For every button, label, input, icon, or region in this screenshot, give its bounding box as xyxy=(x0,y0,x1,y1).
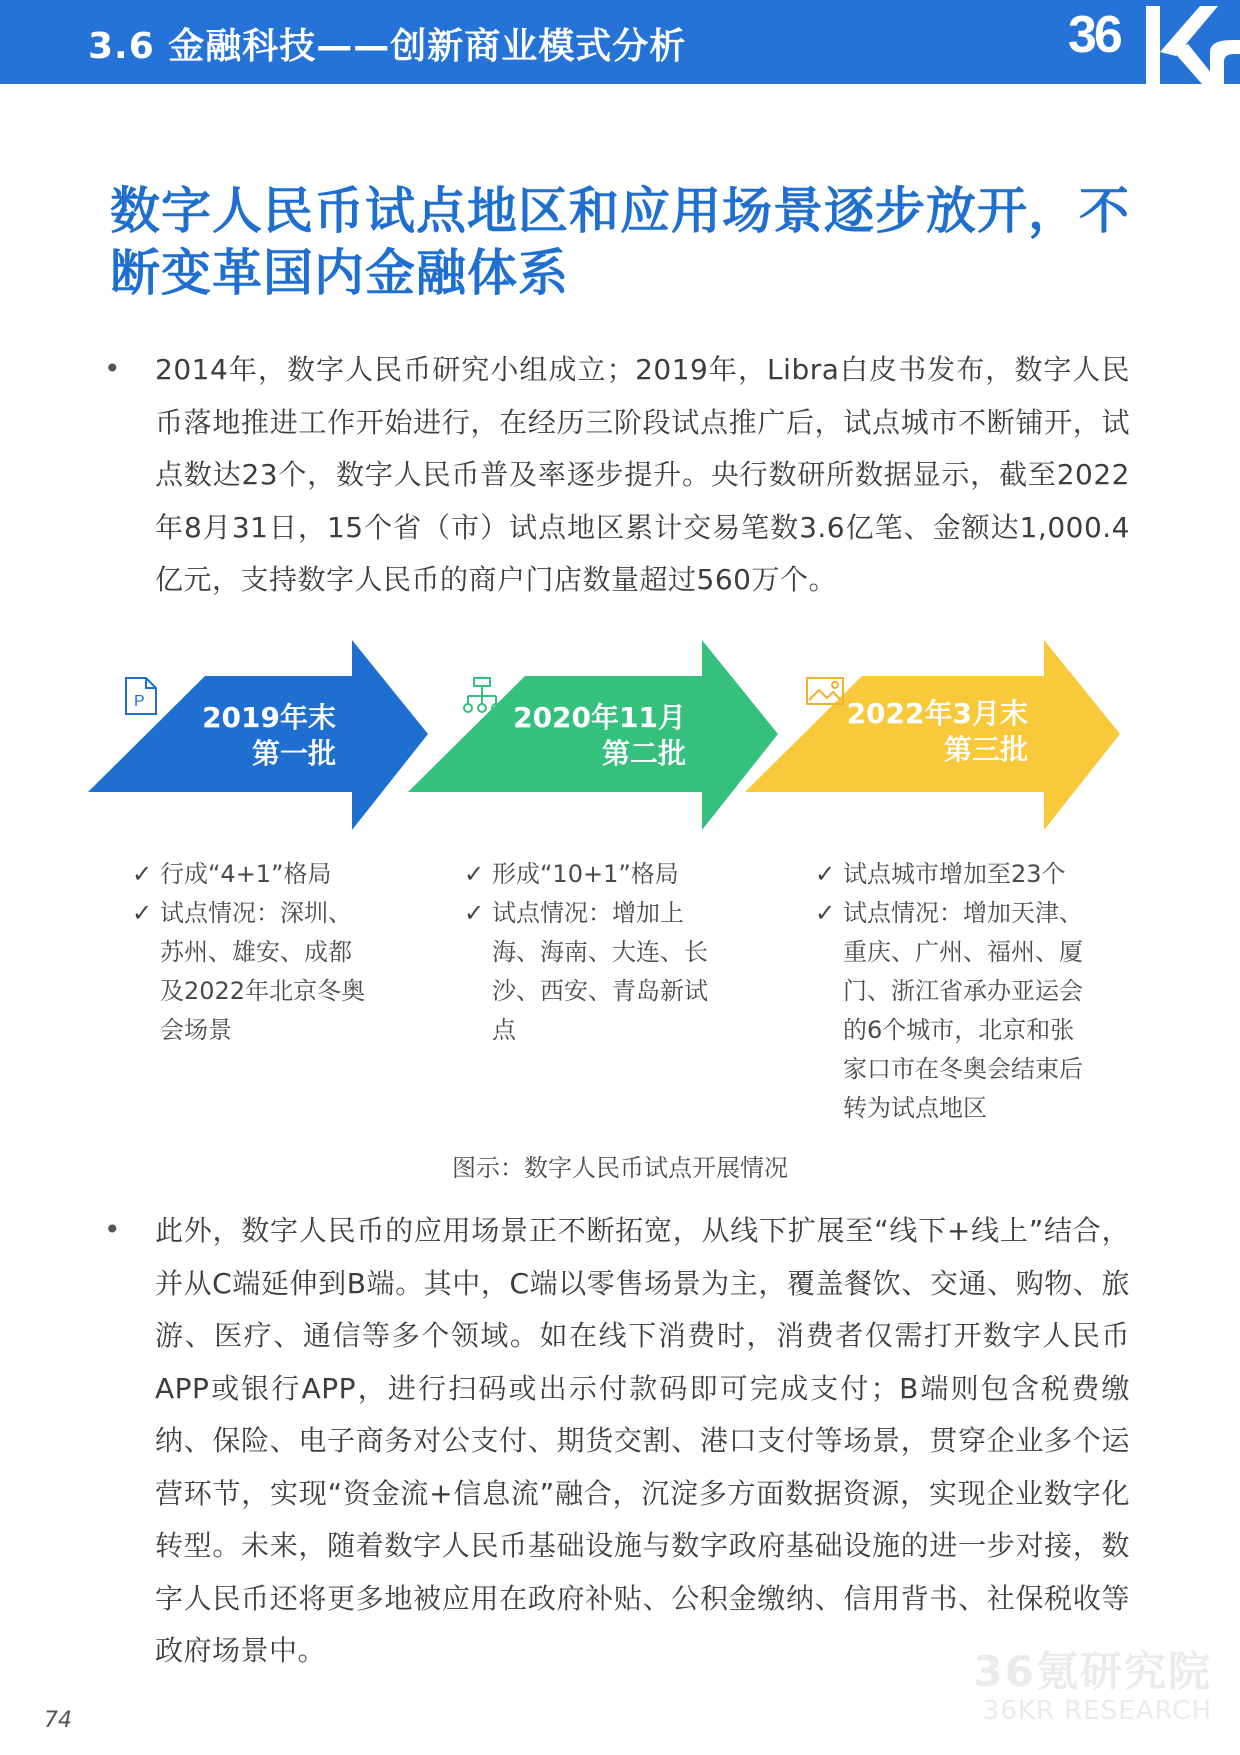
watermark-en: 36KR RESEARCH xyxy=(982,1696,1212,1726)
stage-2-batch: 第二批 xyxy=(601,737,686,770)
check-icon: ✓ xyxy=(464,899,485,927)
list-item: ✓ 试点城市增加至23个 xyxy=(815,855,1095,894)
list-item: ✓ 行成“4+1”格局 xyxy=(132,855,370,894)
stage-1-label xyxy=(190,700,336,772)
figure-caption: 图示：数字人民币试点开展情况 xyxy=(452,1154,788,1182)
page-title: 数字人民币试点地区和应用场景逐步放开，不断变革国内金融体系 xyxy=(110,182,1130,302)
svg-text:36: 36 xyxy=(1068,6,1120,64)
watermark-cn: 36氪研究院 xyxy=(973,1647,1212,1696)
check-icon: ✓ xyxy=(815,899,836,927)
stage-1-checklist xyxy=(132,855,370,1050)
list-item: ✓ 形成“10+1”格局 xyxy=(464,855,730,894)
stage-3-date: 2022年3月末 xyxy=(846,697,1028,730)
list-item: ✓ 试点情况：增加天津、重庆、广州、福州、厦门、浙江省承办亚运会的6个城市，北京和张家口市在冬奥会结束后转为试点地区 xyxy=(815,894,1095,1128)
stage-3-checklist xyxy=(815,855,1095,1128)
bullet-dot: • xyxy=(104,352,121,385)
page-number: 74 xyxy=(44,1708,72,1733)
stage-2-date: 2020年11月 xyxy=(513,701,686,734)
stage-1-date: 2019年末 xyxy=(202,701,336,734)
svg-text:P: P xyxy=(134,693,145,710)
stage-3-label xyxy=(820,696,1028,768)
36kr-logo xyxy=(1060,0,1240,84)
scenario-paragraph: 此外，数字人民币的应用场景正不断拓宽，从线下扩展至“线下+线上”结合，并从C端延伸到B端。其中，C端以零售场景为主，覆盖餐饮、交通、购物、旅游、医疗、通信等多个领域。如在线下消费时，消费者仅需打开数字人民币APP或银行APP，进行扫码或出示付款码即可完成支付；B端则包含税费缴纳、保险、电子商务对公支付、期货交割、港口支付等场景，贯穿企业多个运营环节，实现“资金流+信息流”融合，沉淀多方面数据资源，实现企业数字化转型。未来，随着数字人民币基础设施与数字政府基础设施的进一步对接，数字人民币还将更多地被应用在政府补贴、公积金缴纳、信用背书、社保税收等政府场景中。 xyxy=(155,1214,1130,1667)
stage-3-batch: 第三批 xyxy=(943,733,1028,766)
check-icon: ✓ xyxy=(132,899,153,927)
stage-1-batch: 第一批 xyxy=(251,737,336,770)
stage-2-label xyxy=(500,700,686,772)
check-icon: ✓ xyxy=(464,860,485,888)
org-chart-icon xyxy=(462,676,502,716)
check-icon: ✓ xyxy=(815,860,836,888)
section-title: 3.6 金融科技——创新商业模式分析 xyxy=(88,26,687,67)
bullet-dot: • xyxy=(104,1213,121,1246)
watermark xyxy=(974,1648,1212,1726)
list-item: ✓ 试点情况：深圳、苏州、雄安、成都及2022年北京冬奥会场景 xyxy=(132,894,370,1050)
stage-2-checklist xyxy=(464,855,730,1050)
list-item: ✓ 试点情况：增加上海、海南、大连、长沙、西安、青岛新试点 xyxy=(464,894,730,1050)
header-bar xyxy=(0,0,1240,84)
document-p-icon xyxy=(124,676,158,716)
intro-paragraph: 2014年，数字人民币研究小组成立；2019年，Libra白皮书发布，数字人民币落地推进工作开始进行，在经历三阶段试点推广后，试点城市不断铺开，试点数达23个，数字人民币普及率逐步提升。央行数研所数据显示，截至2022年8月31日，15个省（市）试点地区累计交易笔数3.6亿笔、金额达1,000.4亿元，支持数字人民币的商户门店数量超过560万个。 xyxy=(155,353,1130,596)
check-icon: ✓ xyxy=(132,860,153,888)
